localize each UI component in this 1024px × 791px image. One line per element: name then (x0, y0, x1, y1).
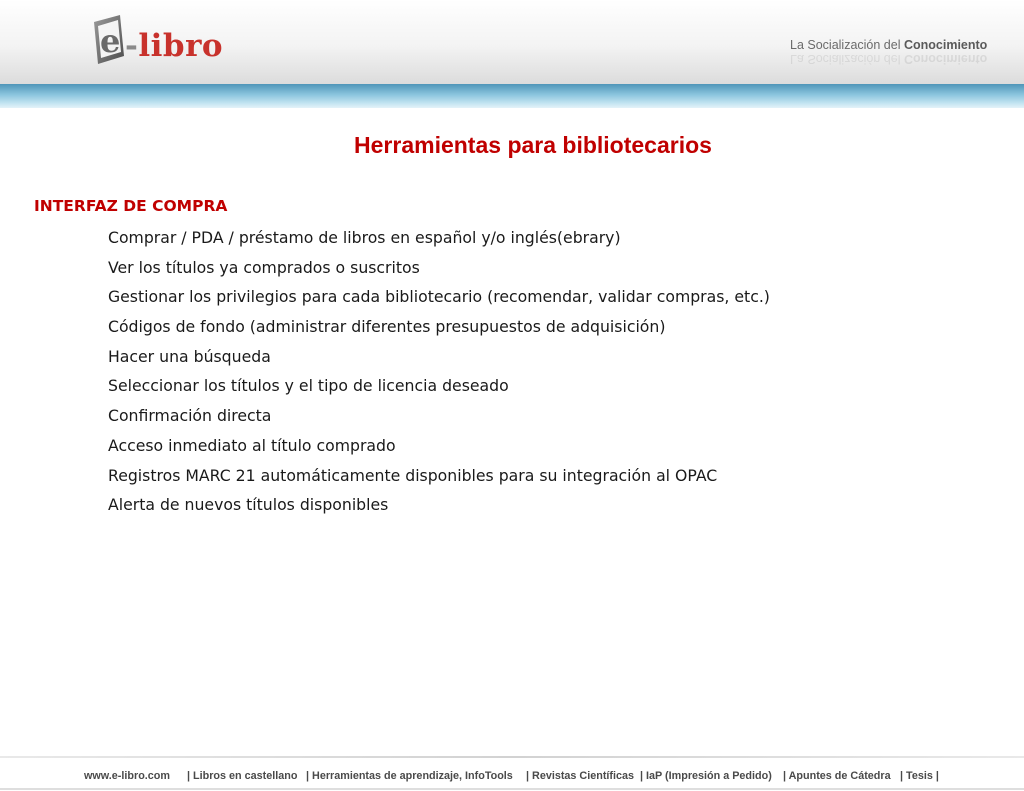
logo-dash: - (125, 28, 139, 64)
footer-link-revistas[interactable]: | Revistas Científicas (526, 770, 635, 782)
slide-title: Herramientas para bibliotecarios (354, 132, 712, 158)
list-item: Comprar / PDA / préstamo de libros en español y/o inglés(ebrary) (108, 228, 621, 247)
footer-divider-bottom (0, 788, 1024, 790)
logo-word: libro (138, 28, 224, 64)
list-item: Acceso inmediato al título comprado (108, 435, 396, 455)
tagline-reflection-bold: Conocimiento (903, 52, 988, 66)
tagline-bold: Conocimiento (903, 38, 988, 52)
footer-link-iap[interactable]: | IaP (Impresión a Pedido) (640, 770, 772, 782)
footer-link-tesis[interactable]: | Tesis | (900, 770, 939, 782)
feature-list (108, 227, 770, 524)
footer-link-herramientas[interactable]: | Herramientas de aprendizaje, InfoTools (306, 770, 513, 782)
footer-link-libros[interactable]: | Libros en castellano (187, 770, 298, 782)
list-item: Ver los títulos ya comprados o suscritos (108, 257, 420, 277)
tagline-reflection-prefix: La Socialización del (790, 52, 901, 66)
logo-letter: e (100, 22, 121, 60)
footer-divider-top (0, 756, 1024, 758)
footer-link-apuntes[interactable]: | Apuntes de Cátedra (783, 770, 891, 782)
footer-site-link[interactable]: www.e-libro.com (84, 770, 170, 782)
logo-wordmark (125, 28, 223, 68)
tagline (790, 38, 987, 52)
tagline-prefix: La Socialización del (790, 38, 901, 52)
header-blue-band (0, 84, 1024, 108)
section-heading: INTERFAZ DE COMPRA (34, 197, 228, 215)
list-item: Alerta de nuevos títulos disponibles (108, 495, 389, 515)
list-item: Registros MARC 21 automáticamente disponibles para su integración al OPAC (108, 465, 718, 485)
list-item: Gestionar los privilegios para cada bibliotecario (recomendar, validar compras, etc.) (108, 287, 770, 307)
tagline-reflection (790, 52, 987, 66)
footer-nav (0, 765, 1024, 789)
list-item: Confirmación directa (108, 406, 272, 426)
list-item: Códigos de fondo (administrar diferentes presupuestos de adquisición) (108, 317, 666, 337)
list-item: Hacer una búsqueda (108, 346, 271, 366)
list-item: Seleccionar los títulos y el tipo de licencia deseado (108, 376, 509, 396)
